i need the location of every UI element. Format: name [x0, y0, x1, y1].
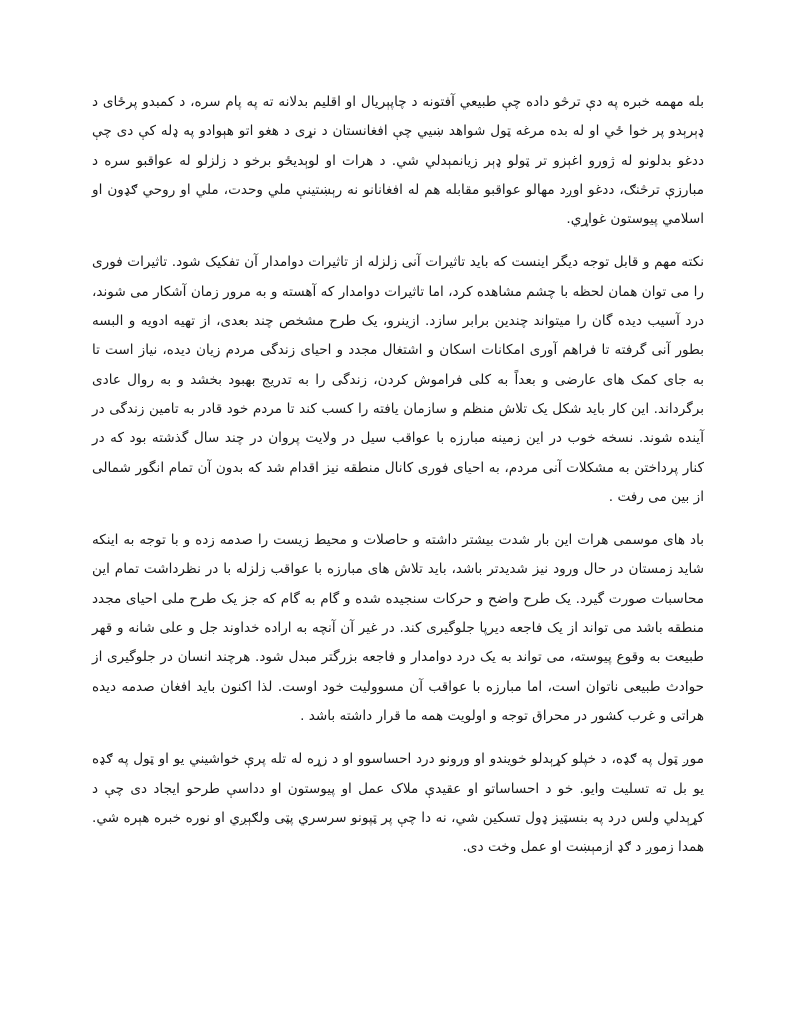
paragraph-pashto-closing: موږ ټول په ګډه، د خپلو کړېدلو خويندو او ورونو درد احساسوو او د زړه له تله پرې خواشيني يو او ټول په ګډه يو بل ته تسليت وايو. خو د احساساتو او عقيدې ملاک عمل او پيوستون او دداسې طرحو ايجاد دی چې د کړېدلي ولس درد په بنسټيز ډول تسکين شي، نه دا چې پر ټپونو سرسري پټی ولګېږي او نوره خبره هېره شي. همدا زموږ د ګډ ازمېښت او عمل وخت دی.: [92, 751, 704, 856]
paragraph-herat-winds-winter: باد های موسمی هرات اين بار شدت بيشتر داشته و حاصلات و محيط زيست را صدمه زده و با توجه به اينکه شايد زمستان در حال ورود نيز شديدتر باشد، بايد تلاش های مبارزه با عواقب زلزله با در نظرداشت تمام اين محاسبات صورت گيرد. يک طرح واضح و حرکات سنجيده شده و گام به گام که جز يک طرح ملی احيای مجدد منطقه باشد می تواند از يک فاجعه ديرپا جلوگيری کند. در غير آن آنچه به اراده خداوند جل و علی شانه و قهر طبيعت به وقوع پيوسته، می تواند به يک درد دوامدار و فاجعه بزرگتر مبدل شود. هرچند انسان در جلوگيری از حوادث طبيعی ناتوان است، اما مبارزه با عواقب آن مسوولیت خود اوست. لذا اکنون بايد افغان صدمه ديده هراتی و غرب کشور در محراق توجه و اولويت همه ما قرار داشته باشد .: [92, 532, 704, 724]
paragraph-immediate-vs-lasting-effects: نکته مهم و قابل توجه ديگر اينست که بايد تاثيرات آنی زلزله از تاثيرات دوامدار آن تفکيک شود. تاثيرات فوری را می توان همان لحظه با چشم مشاهده کرد، اما تاثيرات دوامدار که آهسته و به مرور زمان آشکار می شوند، درد آسيب ديده گان را ميتواند چندين برابر سازد. ازينرو، يک طرح مشخص چند بعدی، از تهيه ادويه و البسه بطور آنی گرفته تا فراهم آوری امکانات اسکان و اشتغال مجدد و احيای زندگی مردم زيان ديده، نياز است تا به جای کمک های عارضی و بعداً به کلی فراموش کردن، زندگی را به تدريج بهبود بخشد و به روال عادی برگرداند. اين کار بايد شکل يک تلاش منظم و سازمان يافته را کسب کند تا مردم خود قادر به تامين زندگی در آينده شوند. نسخه خوب در اين زمينه مبارزه با عواقب سيل در ولايت پروان در چند سال گذشته بود که در کنار پرداختن به مشکلات آنی مردم، به احيای فوری کانال منطقه نيز اقدام شد که بدون آن تمام انگور شمالی از بين می رفت .: [92, 254, 704, 505]
paragraph-pashto-intro: بله مهمه خبره په دې ترڅو داده چې طبيعي آفتونه د چاپېريال او اقليم بدلانه ته په پام سره، د کمبدو پرځای د ډېرېدو پر خوا ځي او له بده مرغه ټول شواهد ښيي چې افغانستان د نړی د هغو اتو هېوادو په ډله کې دی چې ددغو بدلونو له ژورو اغېزو تر ټولو ډېر زيانمېدلي شي. د هرات او لوېديځو برخو د زلزلو له عواقبو سره د مبارزې ترڅنګ، ددغو اوږد مهالو عواقبو مقابله هم له افغانانو نه رېښتينې ملي وحدت، ملي او روحي ګډون او اسلامي پيوستون غواړي.: [92, 94, 704, 228]
document-body: [92, 88, 704, 876]
